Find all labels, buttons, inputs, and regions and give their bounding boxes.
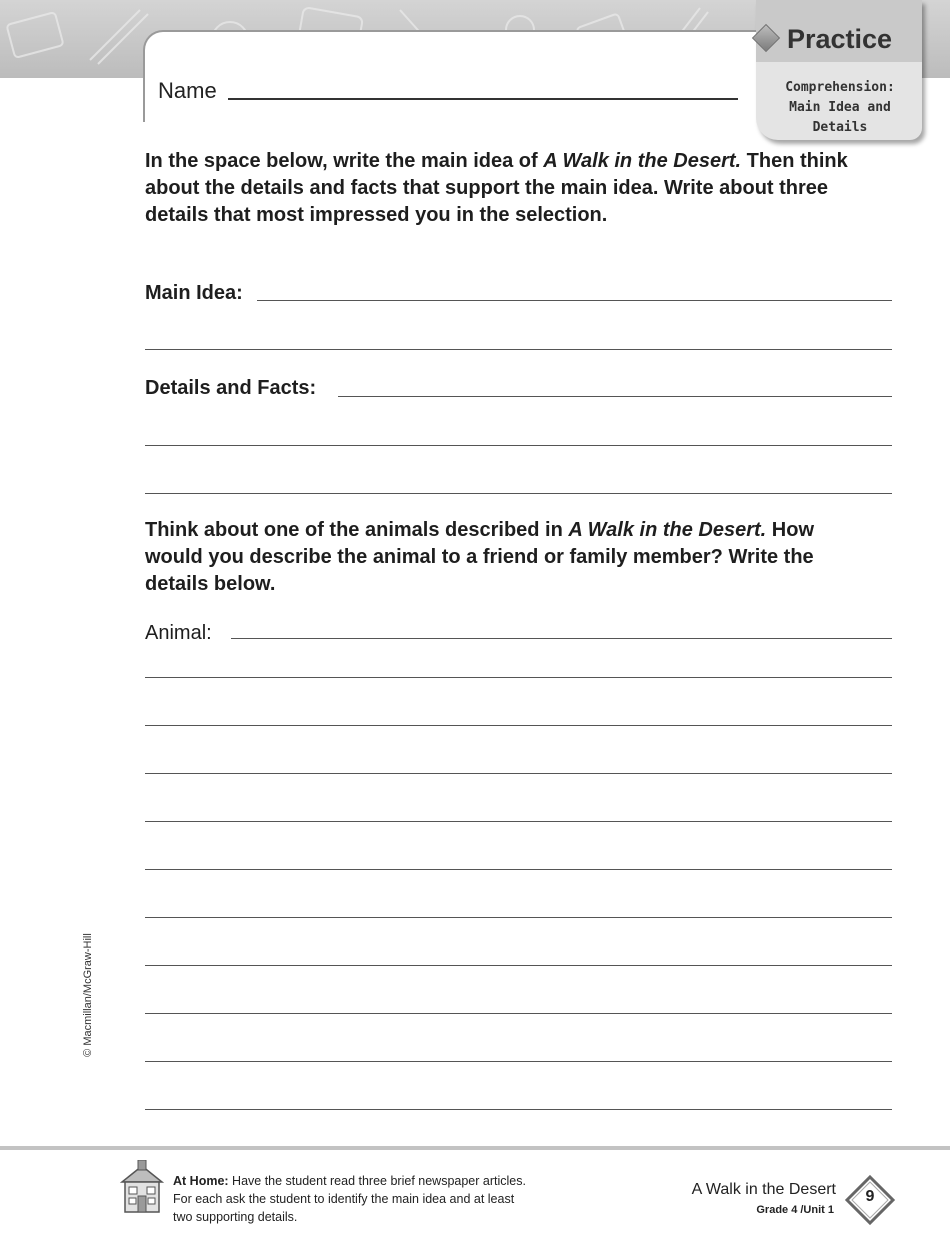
animal-line[interactable] bbox=[231, 638, 892, 639]
writing-line[interactable] bbox=[145, 917, 892, 918]
writing-line[interactable] bbox=[145, 1013, 892, 1014]
details-label: Details and Facts: bbox=[145, 377, 317, 399]
writing-line[interactable] bbox=[145, 725, 892, 726]
details-line[interactable] bbox=[338, 396, 892, 397]
instructions-text: How would you describe the animal to a friend or family member? Write the details below. bbox=[145, 519, 815, 595]
story-title-italic: A Walk in the Desert. bbox=[543, 150, 742, 172]
name-panel bbox=[143, 30, 785, 122]
at-home-label: At Home: bbox=[173, 1174, 229, 1188]
writing-line[interactable] bbox=[145, 677, 892, 678]
details-line[interactable] bbox=[145, 445, 892, 446]
writing-line[interactable] bbox=[145, 773, 892, 774]
writing-line[interactable] bbox=[145, 821, 892, 822]
writing-line[interactable] bbox=[145, 869, 892, 870]
name-label: Name bbox=[158, 78, 217, 103]
skill-line-2: Main Idea and Details bbox=[789, 100, 891, 135]
writing-line[interactable] bbox=[145, 965, 892, 966]
name-answer-line[interactable] bbox=[228, 98, 738, 100]
writing-line[interactable] bbox=[145, 1109, 892, 1110]
footer-divider bbox=[0, 1146, 950, 1150]
skill-label bbox=[760, 78, 920, 138]
copyright-notice: © Macmillan/McGraw-Hill bbox=[82, 933, 94, 1057]
main-idea-label: Main Idea: bbox=[145, 282, 243, 304]
page-number: 9 bbox=[865, 1188, 875, 1205]
instructions-text: Then think about the details and facts that support the main idea. Write about three details that most impressed you in the selection. bbox=[145, 150, 848, 226]
at-home-note bbox=[173, 1172, 533, 1226]
main-idea-line[interactable] bbox=[145, 349, 892, 350]
at-home-text: Have the student read three brief newspaper articles. For each ask the student to identify the main idea and at least two supporting details. bbox=[173, 1174, 526, 1224]
writing-line[interactable] bbox=[145, 1061, 892, 1062]
story-title-italic: A Walk in the Desert. bbox=[568, 519, 767, 541]
school-house-icon bbox=[118, 1160, 166, 1218]
practice-label: Practice bbox=[787, 24, 893, 54]
main-idea-line[interactable] bbox=[257, 300, 892, 301]
footer-story-title: A Walk in the Desert bbox=[691, 1181, 836, 1198]
details-line[interactable] bbox=[145, 493, 892, 494]
instructions-text: In the space below, write the main idea of bbox=[145, 150, 544, 172]
instructions-animal bbox=[145, 517, 865, 598]
skill-line-1: Comprehension: bbox=[785, 80, 895, 95]
instructions-text: Think about one of the animals described in bbox=[145, 519, 569, 541]
instructions-main-idea bbox=[145, 148, 865, 229]
grade-unit-label: Grade 4 /Unit 1 bbox=[756, 1204, 834, 1216]
animal-label: Animal: bbox=[145, 622, 212, 644]
